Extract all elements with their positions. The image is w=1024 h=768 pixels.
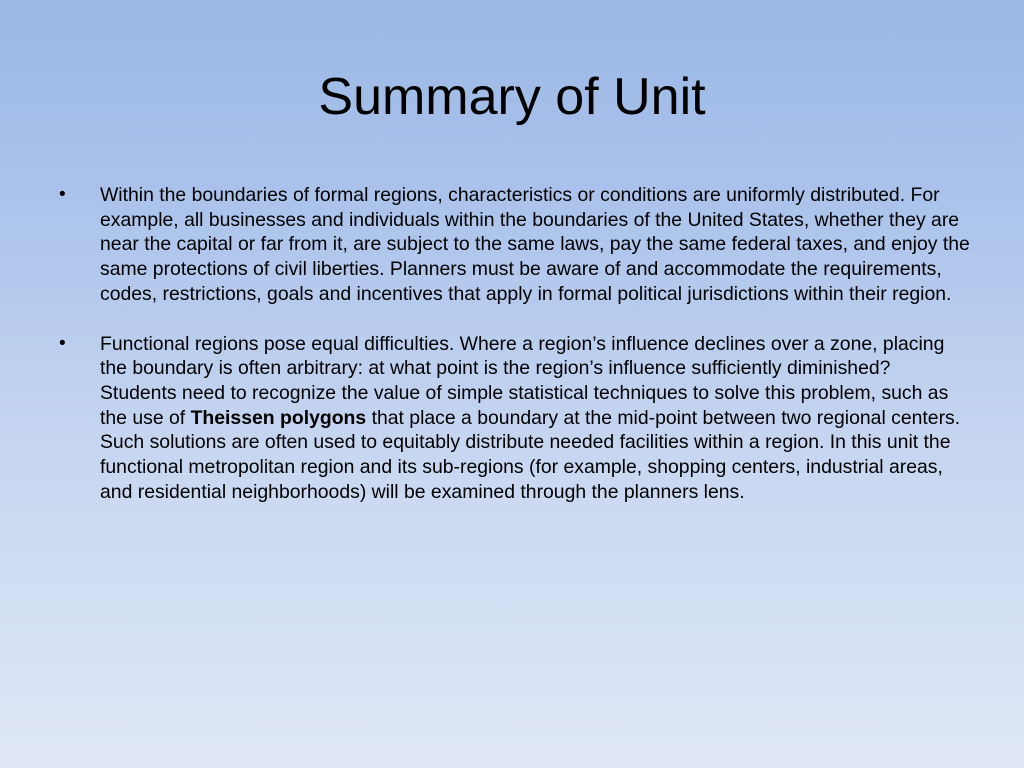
bullet-icon: • [59, 332, 66, 354]
bullet-text-before: Functional regions pose equal difficulties. Where a region’s influence declines over a zone, placing the boundary is often arbitrary: at what point is the region’s influence sufficiently diminished? Students need to recognize the value of simple statistical techniques to solve this problem, such as the use of [100, 332, 949, 429]
bullet-text-after: that place a boundary at the mid-point between two regional centers. Such solutions are often used to equitably distribute needed facilities within a region. In this unit the functional metropolitan region and its sub-regions (for example, shopping centers, industrial areas, and residential neighborhoods) will be examined through the planners lens. [100, 406, 961, 503]
bullet-text: Within the boundaries of formal regions, characteristics or conditions are uniformly distributed. For example, all businesses and individuals within the boundaries of the United States, whether they are near the capital or far from it, are subject to the same laws, pay the same federal taxes, and enjoy the same protections of civil liberties. Planners must be aware of and accommodate the requirements, codes, restrictions, goals and incentives that apply in formal political jurisdictions within their region. [100, 184, 970, 305]
bullet-icon: • [59, 184, 66, 205]
bullet-item-formal-regions [56, 183, 971, 307]
bullet-item-functional-regions [56, 332, 971, 505]
bullet-list [56, 183, 971, 529]
slide-title: Summary of Unit [318, 68, 706, 126]
bold-term-theissen-polygons: Theissen polygons [190, 406, 367, 429]
